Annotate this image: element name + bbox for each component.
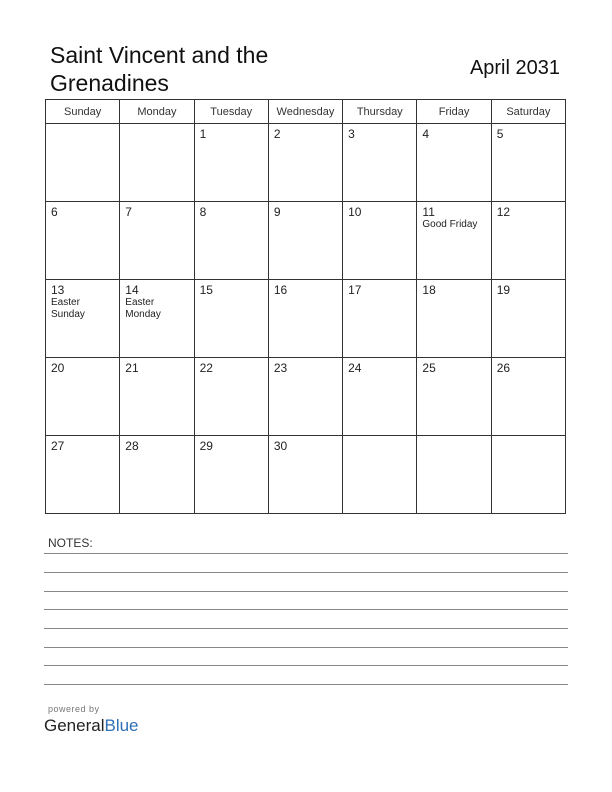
day-cell — [268, 358, 342, 436]
day-cell — [343, 202, 417, 280]
day-number: 7 — [125, 205, 132, 219]
calendar-body — [46, 124, 566, 514]
calendar-title: Saint Vincent and the Grenadines — [50, 42, 269, 96]
notes-line — [44, 647, 568, 648]
day-number: 6 — [51, 205, 58, 219]
day-number: 21 — [125, 361, 139, 375]
day-number: 19 — [496, 283, 511, 297]
day-cell — [343, 280, 417, 358]
day-number: 9 — [273, 205, 281, 219]
week-row — [46, 124, 566, 202]
notes-line — [44, 591, 568, 592]
week-row — [46, 436, 566, 514]
day-cell — [417, 436, 491, 514]
weekday-sunday: Sunday — [46, 100, 120, 124]
day-number: 30 — [273, 439, 288, 453]
day-number: 26 — [496, 361, 511, 375]
weekday-saturday: Saturday — [491, 100, 565, 124]
brand-name-part2: Blue — [104, 716, 139, 735]
day-number: 25 — [422, 361, 436, 375]
day-cell — [194, 124, 268, 202]
day-cell — [194, 280, 268, 358]
brand-name-part1: General — [44, 716, 105, 735]
week-row — [46, 280, 566, 358]
day-cell — [46, 202, 120, 280]
day-number: 3 — [348, 127, 355, 141]
holiday-label: Good Friday — [422, 219, 478, 230]
notes-line — [44, 684, 568, 685]
day-cell — [491, 202, 565, 280]
brand-logo — [44, 716, 139, 736]
weekday-thursday: Thursday — [343, 100, 417, 124]
day-number: 13 — [51, 283, 65, 297]
day-number: 16 — [273, 283, 288, 297]
day-cell — [343, 436, 417, 514]
day-number: 10 — [348, 205, 362, 219]
week-row — [46, 358, 566, 436]
day-number: 4 — [422, 127, 430, 141]
day-cell — [120, 124, 194, 202]
day-cell — [120, 436, 194, 514]
day-cell — [194, 358, 268, 436]
day-cell — [120, 358, 194, 436]
day-number: 20 — [51, 361, 65, 375]
weekday-tuesday: Tuesday — [194, 100, 268, 124]
weekday-monday: Monday — [120, 100, 194, 124]
day-cell — [491, 436, 565, 514]
holiday-label: Easter Monday — [125, 297, 161, 320]
day-number: 29 — [199, 439, 213, 453]
notes-line — [44, 572, 568, 573]
notes-label: NOTES: — [48, 536, 93, 550]
day-cell — [417, 202, 491, 280]
day-cell — [46, 358, 120, 436]
day-number: 15 — [199, 283, 213, 297]
day-number: 8 — [199, 205, 207, 219]
notes-line — [44, 665, 568, 666]
weekday-friday: Friday — [417, 100, 491, 124]
day-number: 14 — [125, 283, 139, 297]
day-cell — [268, 124, 342, 202]
day-cell — [46, 436, 120, 514]
day-number: 28 — [125, 439, 139, 453]
weekday-header-row — [46, 100, 566, 124]
notes-line — [44, 553, 568, 554]
day-cell — [417, 124, 491, 202]
day-number: 5 — [496, 127, 504, 141]
weekday-wednesday: Wednesday — [268, 100, 342, 124]
powered-by-text: powered by — [48, 704, 100, 714]
day-number: 2 — [273, 127, 281, 141]
day-cell — [120, 280, 194, 358]
day-cell — [491, 358, 565, 436]
day-cell — [268, 436, 342, 514]
day-number: 11 — [422, 205, 435, 219]
day-number: 12 — [496, 205, 511, 219]
day-number: 1 — [199, 127, 207, 141]
day-cell — [343, 358, 417, 436]
day-cell — [46, 280, 120, 358]
month-year: April 2031 — [469, 57, 560, 79]
day-cell — [268, 280, 342, 358]
week-row — [46, 202, 566, 280]
day-number: 24 — [348, 361, 362, 375]
day-cell — [194, 436, 268, 514]
day-number: 17 — [348, 283, 362, 297]
calendar-grid — [45, 99, 566, 514]
day-cell — [491, 280, 565, 358]
brand-footer — [44, 704, 139, 736]
notes-line — [44, 628, 568, 629]
day-cell — [417, 358, 491, 436]
day-number: 23 — [273, 361, 288, 375]
day-cell — [491, 124, 565, 202]
day-cell — [417, 280, 491, 358]
day-cell — [194, 202, 268, 280]
notes-line — [44, 609, 568, 610]
day-cell — [120, 202, 194, 280]
day-cell — [46, 124, 120, 202]
day-number: 18 — [422, 283, 436, 297]
day-number: 27 — [51, 439, 65, 453]
holiday-label: Easter Sunday — [51, 297, 85, 320]
day-number: 22 — [199, 361, 213, 375]
day-cell — [343, 124, 417, 202]
day-cell — [268, 202, 342, 280]
